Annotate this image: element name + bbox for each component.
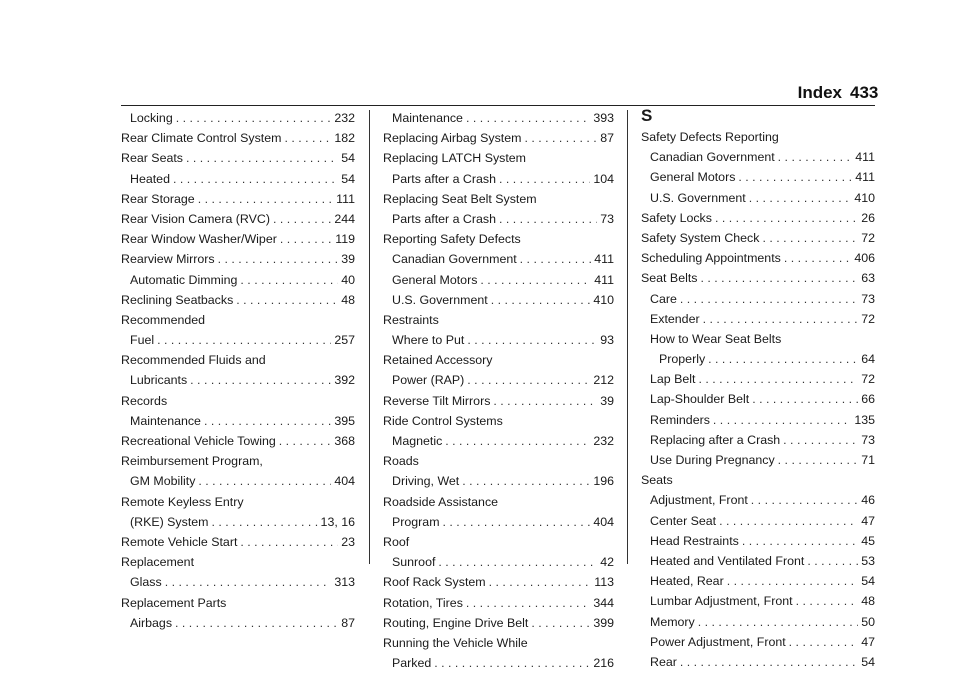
index-entry (121, 209, 355, 229)
dot-leader (783, 430, 858, 450)
index-entry (121, 391, 355, 411)
page-reference[interactable]: 411 (594, 272, 614, 287)
index-entry (383, 391, 614, 411)
index-entry (383, 532, 614, 552)
dot-leader (279, 431, 332, 451)
page-reference[interactable]: 39 (341, 252, 355, 267)
dot-leader (680, 289, 858, 309)
entry-text: Use During Pregnancy (650, 453, 775, 467)
entry-text: Program (392, 514, 440, 529)
dot-leader (752, 389, 858, 409)
index-subentry (121, 471, 355, 491)
entry-text: Rear Window Washer/Wiper (121, 232, 277, 247)
entry-text: Rotation, Tires (383, 595, 463, 610)
entry-text: Locking (130, 111, 173, 125)
page-reference[interactable]: 42 (600, 555, 614, 570)
page-reference[interactable]: 45 (861, 533, 875, 548)
dot-leader (762, 228, 858, 248)
entry-text: Reminders (650, 412, 710, 427)
index-entry (121, 451, 355, 471)
page-reference[interactable]: 232 (334, 111, 355, 125)
page-reference[interactable]: 411 (855, 170, 875, 185)
dot-leader (751, 490, 858, 510)
entry-text: Driving, Wet (392, 474, 460, 489)
dot-leader (796, 591, 859, 611)
page-reference[interactable]: 395 (334, 413, 355, 428)
page-reference[interactable]: 72 (861, 372, 875, 387)
index-entry (121, 229, 355, 249)
entry-text: Remote Vehicle Start (121, 534, 238, 549)
page-reference[interactable]: 135 (854, 412, 875, 427)
dot-leader (520, 249, 592, 269)
index-subentry (641, 632, 875, 652)
entry-text: Properly (659, 352, 706, 367)
entry-text: Rear (650, 654, 677, 669)
index-entry (641, 268, 875, 288)
index-column-1 (121, 108, 355, 633)
dot-leader (186, 148, 338, 168)
entry-text: Replacing LATCH System (383, 151, 526, 166)
index-column-3 (641, 108, 875, 672)
page-reference[interactable]: 313 (334, 575, 355, 590)
entry-text: Seats (641, 473, 673, 488)
entry-text: Replacement (121, 555, 195, 570)
entry-text: Lumbar Adjustment, Front (650, 594, 793, 609)
page-reference[interactable]: 47 (861, 634, 875, 649)
dot-leader (445, 431, 590, 451)
dot-leader (807, 551, 858, 571)
column-divider (369, 110, 370, 564)
entry-text: U.S. Government (392, 292, 488, 307)
index-subentry (383, 471, 614, 491)
page-reference[interactable]: 111 (336, 191, 355, 206)
page-reference[interactable]: 54 (341, 151, 355, 166)
dot-leader (698, 369, 858, 389)
index-entry (383, 229, 614, 249)
entry-text: Airbags (130, 615, 173, 630)
index-entry (121, 310, 355, 330)
page-reference[interactable]: 244 (334, 211, 355, 226)
entry-text: Retained Accessory (383, 353, 493, 368)
entry-text: Replacing Seat Belt System (383, 191, 537, 206)
page-reference[interactable]: 48 (861, 594, 875, 609)
page-reference[interactable]: 63 (861, 271, 875, 286)
index-title: Index (797, 83, 842, 102)
page-reference[interactable]: 411 (594, 252, 614, 267)
page-reference[interactable]: 368 (334, 434, 355, 448)
page-reference[interactable]: 410 (854, 190, 875, 205)
index-subentry (383, 330, 614, 350)
page-reference[interactable]: 66 (861, 392, 875, 407)
entry-text: Rear Seats (121, 151, 183, 166)
entry-text: Roof (383, 534, 410, 549)
page-header (0, 83, 960, 105)
entry-text: Roads (383, 454, 419, 469)
dot-leader (778, 147, 853, 167)
dot-leader (491, 290, 591, 310)
entry-text: Recommended (121, 312, 206, 327)
index-subentry (121, 108, 355, 128)
entry-text: Memory (650, 614, 695, 629)
index-subentry (121, 411, 355, 431)
index-subentry (383, 249, 614, 269)
index-entry (383, 310, 614, 330)
index-subentry (641, 410, 875, 430)
entry-text: Fuel (130, 333, 155, 348)
index-subentry (641, 188, 875, 208)
dot-leader (703, 309, 859, 329)
dot-leader (680, 652, 858, 672)
entry-text: Parts after a Crash (392, 211, 496, 226)
index-entry (383, 128, 614, 148)
dot-leader (240, 532, 338, 552)
index-subentry (121, 270, 355, 290)
index-subentry (641, 652, 875, 672)
dot-leader (240, 270, 338, 290)
entry-text: Replacement Parts (121, 595, 227, 610)
index-subentry (383, 431, 614, 451)
entry-text: Maintenance (392, 111, 463, 125)
index-subentry (641, 369, 875, 389)
entry-text: Heated (130, 171, 170, 186)
index-subentry (383, 653, 614, 673)
entry-text: Heated, Rear (650, 574, 724, 589)
dot-leader (499, 169, 590, 189)
entry-text: Glass (130, 575, 162, 590)
page-reference[interactable]: 87 (600, 131, 614, 146)
entry-text: Safety Locks (641, 210, 712, 225)
index-subentry (121, 572, 355, 592)
page-reference[interactable]: 104 (593, 171, 614, 186)
index-subentry (383, 552, 614, 572)
index-entry (121, 492, 355, 512)
page-reference[interactable]: 392 (334, 373, 355, 388)
page-reference[interactable]: 73 (861, 291, 875, 306)
entry-text: Sunroof (392, 555, 436, 570)
dot-leader (738, 167, 852, 187)
entry-text: Reporting Safety Defects (383, 232, 521, 247)
page-reference[interactable]: 93 (600, 333, 614, 348)
index-subentry (641, 490, 875, 510)
dot-leader (700, 268, 858, 288)
page-reference[interactable]: 344 (593, 595, 614, 610)
entry-text: Lubricants (130, 373, 188, 388)
dot-leader (531, 613, 590, 633)
index-subentry (641, 591, 875, 611)
dot-leader (443, 512, 591, 532)
entry-text: Records (121, 393, 168, 408)
index-subentry (641, 531, 875, 551)
dot-leader (280, 229, 332, 249)
index-entry (383, 633, 614, 653)
index-entry (641, 470, 875, 490)
page-reference[interactable]: 54 (861, 654, 875, 669)
entry-text: Heated and Ventilated Front (650, 553, 805, 568)
dot-leader (524, 128, 597, 148)
dot-leader (434, 653, 590, 673)
entry-text: Recommended Fluids and (121, 353, 266, 368)
dot-leader (749, 188, 852, 208)
index-entry (121, 350, 355, 370)
dot-leader (708, 349, 858, 369)
dot-leader (499, 209, 597, 229)
index-subentry (641, 551, 875, 571)
page-reference[interactable]: 257 (334, 333, 355, 348)
dot-leader (175, 613, 338, 633)
index-subentry (641, 389, 875, 409)
entry-text: (RKE) System (130, 514, 209, 529)
page-reference[interactable]: 54 (861, 574, 875, 589)
entry-text: Remote Keyless Entry (121, 494, 244, 509)
entry-text: Reimbursement Program, (121, 454, 263, 469)
dot-leader (784, 248, 851, 268)
page-reference[interactable]: 182 (334, 131, 355, 146)
dot-leader (157, 330, 331, 350)
index-entry (121, 128, 355, 148)
dot-leader (727, 571, 859, 591)
page-reference[interactable]: 48 (341, 292, 355, 307)
page-reference[interactable]: 232 (593, 434, 614, 448)
entry-text: Replacing Airbag System (383, 131, 522, 146)
index-subentry (383, 169, 614, 189)
index-subentry (121, 613, 355, 633)
page-reference[interactable]: 196 (593, 474, 614, 489)
entry-text: GM Mobility (130, 474, 196, 489)
index-entry (121, 148, 355, 168)
index-subentry (121, 512, 355, 532)
dot-leader (467, 330, 597, 350)
entry-text: Canadian Government (650, 150, 775, 165)
index-entry (121, 189, 355, 209)
entry-text: Center Seat (650, 513, 717, 528)
page-reference[interactable]: 64 (861, 352, 875, 367)
index-entry (121, 431, 355, 451)
entry-text: Rear Storage (121, 191, 195, 206)
entry-text: Roadside Assistance (383, 494, 499, 509)
entry-text: Recreational Vehicle Towing (121, 434, 276, 448)
page-reference[interactable]: 50 (861, 614, 875, 629)
entry-text: Adjustment, Front (650, 493, 748, 508)
dot-leader (480, 270, 591, 290)
page-reference[interactable]: 72 (861, 311, 875, 326)
dot-leader (284, 128, 331, 148)
entry-text: Reverse Tilt Mirrors (383, 393, 491, 408)
index-entry (383, 189, 614, 209)
index-subentry (641, 329, 875, 349)
dot-leader (462, 471, 590, 491)
entry-text: Rear Climate Control System (121, 131, 282, 146)
dot-leader (742, 531, 858, 551)
dot-leader (273, 209, 331, 229)
index-entry (641, 228, 875, 248)
index-subentry (641, 147, 875, 167)
entry-text: Roof Rack System (383, 575, 486, 590)
page-reference[interactable]: 73 (861, 432, 875, 447)
dot-leader (789, 632, 859, 652)
entry-text: Power (RAP) (392, 373, 465, 388)
index-subentry (641, 430, 875, 450)
page-reference[interactable]: 23 (341, 534, 355, 549)
dot-leader (467, 370, 590, 390)
index-subentry (641, 309, 875, 329)
dot-leader (713, 410, 851, 430)
index-entry (383, 411, 614, 431)
dot-leader (211, 512, 317, 532)
page-reference[interactable]: 46 (861, 493, 875, 508)
entry-text: Safety Defects Reporting (641, 130, 779, 144)
entry-text: Where to Put (392, 333, 465, 348)
page-reference[interactable]: 119 (335, 232, 355, 247)
index-subentry (121, 169, 355, 189)
entry-text: Replacing after a Crash (650, 432, 781, 447)
index-subentry (383, 209, 614, 229)
index-letter-heading: S (641, 106, 653, 125)
dot-leader (493, 391, 597, 411)
index-subentry (641, 511, 875, 531)
page-reference[interactable]: 39 (600, 393, 614, 408)
page-reference[interactable]: 47 (861, 513, 875, 528)
page-reference[interactable]: 72 (861, 230, 875, 245)
dot-leader (778, 450, 859, 470)
dot-leader (173, 169, 338, 189)
index-entry (383, 572, 614, 592)
index-entry (121, 593, 355, 613)
entry-text: Routing, Engine Drive Belt (383, 615, 529, 630)
index-entry (383, 148, 614, 168)
index-column-2 (383, 108, 614, 673)
page-reference[interactable]: 410 (593, 292, 614, 307)
dot-leader (198, 471, 331, 491)
index-entry (121, 290, 355, 310)
index-entry (121, 532, 355, 552)
page-reference[interactable]: 406 (854, 251, 875, 266)
entry-text: Canadian Government (392, 252, 517, 267)
index-entry (383, 593, 614, 613)
entry-text: Seat Belts (641, 271, 698, 286)
page-reference[interactable]: 71 (861, 453, 875, 467)
dot-leader (466, 108, 590, 128)
index-subentry (641, 450, 875, 470)
entry-text: Automatic Dimming (130, 272, 238, 287)
page-reference[interactable]: 26 (861, 210, 875, 225)
page-reference[interactable]: 13, 16 (320, 514, 355, 529)
index-subentry (383, 108, 614, 128)
index-subentry (641, 612, 875, 632)
entry-text: Safety System Check (641, 230, 760, 245)
entry-text: General Motors (392, 272, 478, 287)
dot-leader (204, 411, 331, 431)
entry-text: Scheduling Appointments (641, 251, 781, 266)
entry-text: Maintenance (130, 413, 201, 428)
entry-text: Head Restraints (650, 533, 739, 548)
dot-leader (438, 552, 597, 572)
entry-text: Magnetic (392, 434, 443, 448)
index-subentry (121, 370, 355, 390)
dot-leader (489, 572, 592, 592)
page-reference[interactable]: 73 (600, 211, 614, 226)
page-reference[interactable]: 411 (855, 150, 875, 165)
entry-text: Ride Control Systems (383, 413, 503, 428)
dot-leader (176, 108, 332, 128)
page-reference[interactable]: 404 (334, 474, 355, 489)
index-subentry (641, 349, 875, 369)
index-subentry (641, 571, 875, 591)
entry-text: Rear Vision Camera (RVC) (121, 211, 270, 226)
page-reference[interactable]: 212 (593, 373, 614, 388)
entry-text: Parts after a Crash (392, 171, 496, 186)
dot-leader (165, 572, 332, 592)
index-subentry (383, 270, 614, 290)
entry-text: Running the Vehicle While (383, 635, 528, 650)
index-entry (383, 492, 614, 512)
page-reference[interactable]: 216 (593, 656, 614, 671)
index-entry (641, 208, 875, 228)
entry-text: Restraints (383, 312, 439, 327)
entry-text: General Motors (650, 170, 736, 185)
dot-leader (198, 189, 333, 209)
index-entry (121, 552, 355, 572)
dot-leader (719, 511, 858, 531)
entry-text: Power Adjustment, Front (650, 634, 786, 649)
index-subentry (383, 290, 614, 310)
page-reference[interactable]: 393 (593, 111, 614, 125)
index-subentry (121, 330, 355, 350)
page-reference[interactable]: 404 (593, 514, 614, 529)
page-reference[interactable]: 399 (593, 615, 614, 630)
page-reference[interactable]: 40 (341, 272, 355, 287)
entry-text: Extender (650, 311, 700, 326)
page-reference[interactable]: 87 (341, 615, 355, 630)
index-entry (641, 127, 875, 147)
dot-leader (715, 208, 858, 228)
dot-leader (218, 249, 339, 269)
index-entry (641, 248, 875, 268)
index-entry (383, 350, 614, 370)
index-entry (383, 451, 614, 471)
page-reference[interactable]: 53 (861, 553, 875, 568)
dot-leader (190, 370, 331, 390)
page-reference[interactable]: 113 (594, 575, 614, 590)
entry-text: Rearview Mirrors (121, 252, 215, 267)
dot-leader (466, 593, 590, 613)
page-number: 433 (850, 83, 879, 102)
entry-text: Lap Belt (650, 372, 696, 387)
dot-leader (236, 290, 338, 310)
index-entry (121, 249, 355, 269)
page-reference[interactable]: 54 (341, 171, 355, 186)
dot-leader (698, 612, 858, 632)
entry-text: U.S. Government (650, 190, 746, 205)
entry-text: How to Wear Seat Belts (650, 331, 782, 346)
index-subentry (641, 167, 875, 187)
entry-text: Care (650, 291, 677, 306)
index-subentry (383, 370, 614, 390)
column-divider (627, 110, 628, 564)
entry-text: Lap-Shoulder Belt (650, 392, 750, 407)
index-subentry (383, 512, 614, 532)
index-subentry (641, 289, 875, 309)
index-entry (383, 613, 614, 633)
entry-text: Parked (392, 656, 432, 671)
entry-text: Reclining Seatbacks (121, 292, 234, 307)
